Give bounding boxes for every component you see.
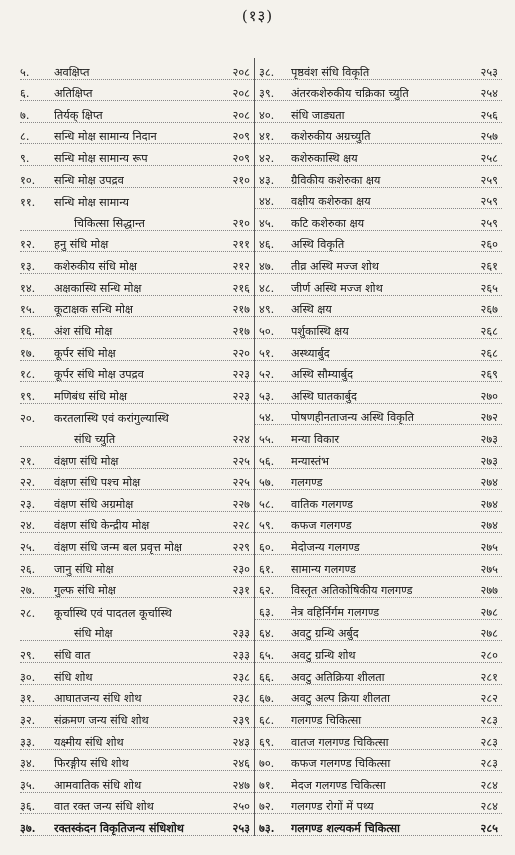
- entry-page-number: २५६: [480, 108, 498, 122]
- entry-page-number: २५७: [480, 130, 498, 144]
- contents-entry: [255, 555, 502, 577]
- entry-title: अवटु ग्रन्थि अर्बुद: [291, 627, 359, 641]
- contents-entry: [20, 361, 254, 383]
- entry-page-number: २८५: [480, 820, 498, 835]
- contents-entry: [255, 685, 502, 707]
- contents-entry: [20, 425, 254, 447]
- entry-number: २४.: [20, 519, 36, 533]
- entry-page-number: २५९: [480, 173, 498, 187]
- contents-entry: [255, 512, 502, 534]
- contents-entry: [20, 685, 254, 707]
- entry-page-number: २८१: [480, 670, 498, 684]
- contents-entry: [20, 404, 254, 426]
- contents-entry: [255, 750, 502, 772]
- contents-entry: [255, 620, 502, 642]
- entry-title: अवटु अल्प क्रिया शीलता: [291, 692, 391, 706]
- entry-number: १४.: [20, 281, 36, 295]
- entry-page-number: २८३: [480, 757, 498, 771]
- contents-entry: [20, 339, 254, 361]
- entry-number: १६.: [20, 324, 36, 338]
- entry-title: संधि मोक्ष: [74, 627, 113, 641]
- entry-number: ५०.: [259, 324, 275, 338]
- entry-page-number: २१७: [232, 303, 250, 317]
- contents-entry: [255, 80, 502, 102]
- entry-title: अंश संधि मोक्ष: [54, 324, 113, 338]
- entry-page-number: २७४: [480, 497, 498, 511]
- entry-title: वंक्षण संधि केन्द्रीय मोक्ष: [54, 519, 150, 533]
- entry-number: १०.: [20, 173, 36, 187]
- contents-entry: [255, 425, 502, 447]
- entry-title: मेदोजन्य गलगण्ड: [291, 541, 360, 555]
- entry-title: सन्धि मोक्ष सामान्य: [54, 196, 129, 210]
- entry-number: ६८.: [259, 713, 275, 727]
- entry-number: ५.: [20, 65, 30, 79]
- contents-entry: [255, 101, 502, 123]
- entry-number: ४५.: [259, 216, 275, 230]
- entry-number: ५९.: [259, 519, 275, 533]
- entry-title: वंक्षण संधि अग्रमोक्ष: [54, 497, 134, 511]
- entry-title: अतिक्षिप्त: [54, 87, 93, 101]
- entry-number: २९.: [20, 649, 36, 663]
- entry-number: ५५.: [259, 432, 275, 446]
- entry-title: अस्थि क्षय: [291, 303, 332, 317]
- entry-page-number: २८४: [480, 800, 498, 814]
- entry-title: अस्थ्यार्बुद: [291, 346, 330, 360]
- entry-page-number: २७८: [480, 605, 498, 619]
- entry-title: वातिक गलगण्ड: [291, 497, 354, 511]
- entry-title: तीव्र अस्थि मज्ज शोथ: [291, 260, 379, 274]
- entry-page-number: २५४: [480, 87, 498, 101]
- contents-table: [20, 58, 502, 836]
- entry-number: ५१.: [259, 346, 275, 360]
- entry-number: २५.: [20, 541, 36, 555]
- entry-page-number: २७०: [480, 389, 498, 403]
- entry-number: १९.: [20, 389, 36, 403]
- entry-title: मन्या विकार: [291, 432, 340, 446]
- entry-number: २०.: [20, 412, 36, 426]
- entry-title: अवटु अतिक्रिया शीलता: [291, 670, 385, 684]
- entry-title: कफज गलगण्ड: [291, 519, 352, 533]
- entry-page-number: २८३: [480, 713, 498, 727]
- entry-title: करतलास्थि एवं करांगुल्यास्थि: [54, 412, 169, 426]
- entry-number: ३६.: [20, 800, 36, 814]
- entry-title: कफज गलगण्ड चिकित्सा: [291, 757, 391, 771]
- contents-entry: [255, 317, 502, 339]
- entry-page-number: २३८: [232, 692, 250, 706]
- entry-title: ग्रैविकीय कशेरुका क्षय: [291, 173, 381, 187]
- contents-entry: [20, 577, 254, 599]
- contents-entry: [255, 598, 502, 620]
- entry-title: संधि च्युति: [74, 432, 116, 446]
- entry-page-number: २३८: [232, 670, 250, 684]
- entry-title: तिर्यक् क्षिप्त: [54, 108, 103, 122]
- entry-page-number: २२४: [232, 432, 250, 446]
- contents-entry: [20, 317, 254, 339]
- entry-number: ६९.: [259, 735, 275, 749]
- entry-number: ४९.: [259, 303, 275, 317]
- contents-entry: [20, 123, 254, 145]
- entry-number: ५६.: [259, 454, 275, 468]
- entry-number: ४६.: [259, 238, 275, 252]
- entry-title: संधि जाड्यता: [291, 108, 345, 122]
- contents-entry: [255, 490, 502, 512]
- entry-number: ६३.: [259, 605, 275, 619]
- entry-title: आघातजन्य संधि शोथ: [54, 692, 142, 706]
- entry-title: गलगण्ड रोगों में पथ्य: [291, 800, 374, 814]
- entry-title: कटि कशेरुका क्षय: [291, 216, 365, 230]
- entry-page-number: २६८: [480, 324, 498, 338]
- entry-number: ४३.: [259, 173, 275, 187]
- contents-entry: [20, 469, 254, 491]
- entry-number: ३३.: [20, 735, 36, 749]
- entry-title: कूर्चास्थि एवं पादतल कूर्चास्थि: [54, 606, 172, 620]
- entry-number: २३.: [20, 497, 36, 511]
- contents-entry: [255, 577, 502, 599]
- entry-number: ६६.: [259, 670, 275, 684]
- entry-page-number: २७७: [480, 584, 498, 598]
- entry-number: ६७.: [259, 692, 275, 706]
- entry-number: ३२.: [20, 713, 36, 727]
- entry-number: ९.: [20, 152, 30, 166]
- entry-page-number: २३३: [232, 627, 250, 641]
- entry-title: अवक्षिप्त: [54, 65, 90, 79]
- entry-title: फिरङ्गीय संधि शोथ: [54, 757, 129, 771]
- entry-page-number: २४६: [232, 757, 250, 771]
- entry-page-number: २८३: [480, 735, 498, 749]
- entry-title: पर्शुकास्थि क्षय: [291, 324, 349, 338]
- entry-title: मन्यास्तंभ: [291, 454, 329, 468]
- contents-entry: [255, 814, 502, 836]
- contents-entry: [255, 252, 502, 274]
- entry-title: विस्तृत अतिकोषिकीय गलगण्ड: [291, 584, 413, 598]
- entry-page-number: २२३: [232, 389, 250, 403]
- entry-title: वक्षीय कशेरुका क्षय: [291, 195, 371, 209]
- entry-title: कशेरुकीय अग्रच्युति: [291, 130, 371, 144]
- entry-title: वंक्षण संधि जन्म बल प्रवृत्त मोक्ष: [54, 541, 182, 555]
- contents-entry: [255, 771, 502, 793]
- contents-entry: [20, 188, 254, 210]
- entry-title: गलगण्ड चिकित्सा: [291, 713, 362, 727]
- entry-page-number: २४७: [232, 778, 250, 792]
- contents-entry: [255, 728, 502, 750]
- entry-number: ५३.: [259, 389, 275, 403]
- entry-title: संधि शोथ: [54, 670, 93, 684]
- entry-number: ३५.: [20, 778, 36, 792]
- entry-number: ६४.: [259, 627, 275, 641]
- entry-number: १८.: [20, 368, 36, 382]
- entry-number: ७१.: [259, 778, 275, 792]
- contents-entry: [255, 404, 502, 426]
- contents-entry: [20, 663, 254, 685]
- entry-page-number: २१७: [232, 324, 250, 338]
- entry-title: अक्षकास्थि सन्धि मोक्ष: [54, 281, 142, 295]
- contents-entry: [20, 793, 254, 815]
- entry-title: आमवातिक संधि शोथ: [54, 778, 142, 792]
- entry-page-number: २७३: [480, 454, 498, 468]
- entry-title: मेदज गलगण्ड चिकित्सा: [291, 778, 386, 792]
- entry-page-number: २७३: [480, 432, 498, 446]
- entry-title: सन्धि मोक्ष उपद्रव: [54, 173, 124, 187]
- entry-title: कूर्पर संधि मोक्ष: [54, 346, 116, 360]
- entry-number: ५७.: [259, 476, 275, 490]
- contents-entry: [255, 123, 502, 145]
- entry-number: ३७.: [20, 820, 36, 835]
- entry-number: ८.: [20, 130, 30, 144]
- contents-entry: [20, 296, 254, 318]
- contents-entry: [255, 339, 502, 361]
- entry-title: गुल्फ संधि मोक्ष: [54, 584, 116, 598]
- entry-number: ४४.: [259, 195, 275, 209]
- contents-entry: [20, 814, 254, 836]
- contents-entry: [20, 80, 254, 102]
- contents-entry: [20, 620, 254, 642]
- contents-entry: [255, 274, 502, 296]
- entry-page-number: २१२: [232, 260, 250, 274]
- contents-entry: [20, 231, 254, 253]
- entry-page-number: २१०: [232, 173, 250, 187]
- contents-entry: [20, 58, 254, 80]
- entry-title: जानु संधि मोक्ष: [54, 562, 114, 576]
- entry-title: कूर्पर संधि मोक्ष उपद्रव: [54, 368, 144, 382]
- entry-title: कशेरुकास्थि क्षय: [291, 152, 358, 166]
- entry-page-number: २११: [232, 238, 250, 252]
- entry-page-number: २१६: [232, 281, 250, 295]
- entry-title: जीर्ण अस्थि मज्ज शोथ: [291, 281, 383, 295]
- entry-number: १७.: [20, 346, 36, 360]
- contents-entry: [255, 447, 502, 469]
- contents-entry: [255, 641, 502, 663]
- entry-title: गलगण्ड: [291, 476, 323, 490]
- contents-entry: [20, 598, 254, 620]
- entry-page-number: २५३: [480, 65, 498, 79]
- entry-number: ६.: [20, 87, 30, 101]
- contents-entry: [255, 144, 502, 166]
- entry-number: २७.: [20, 584, 36, 598]
- entry-page-number: २५९: [480, 195, 498, 209]
- contents-entry: [255, 706, 502, 728]
- entry-number: ७.: [20, 108, 30, 122]
- entry-page-number: २०८: [232, 108, 250, 122]
- contents-entry: [20, 771, 254, 793]
- entry-number: ७३.: [259, 820, 275, 835]
- entry-page-number: २२९: [232, 541, 250, 555]
- entry-page-number: २८२: [480, 692, 498, 706]
- contents-entry: [20, 101, 254, 123]
- entry-page-number: २६७: [480, 303, 498, 317]
- entry-title: सन्धि मोक्ष सामान्य निदान: [54, 130, 157, 144]
- entry-page-number: २२३: [232, 368, 250, 382]
- contents-column-left: [20, 58, 255, 836]
- entry-number: २१.: [20, 454, 36, 468]
- entry-page-number: २८४: [480, 778, 498, 792]
- entry-title: अंतरकशेरुकीय चक्रिका च्युति: [291, 87, 409, 101]
- contents-entry: [255, 231, 502, 253]
- entry-number: ७०.: [259, 757, 275, 771]
- entry-page-number: २६०: [480, 238, 498, 252]
- entry-title: पृष्ठवंश संधि विकृति: [291, 65, 370, 79]
- contents-entry: [20, 750, 254, 772]
- entry-number: ४१.: [259, 130, 275, 144]
- contents-entry: [20, 209, 254, 231]
- entry-page-number: २३०: [232, 562, 250, 576]
- contents-column-right: [255, 58, 502, 836]
- entry-title: अवटु ग्रन्थि शोथ: [291, 649, 356, 663]
- entry-title: सन्धि मोक्ष सामान्य रूप: [54, 152, 148, 166]
- entry-page-number: २५८: [480, 152, 498, 166]
- contents-entry: [20, 533, 254, 555]
- contents-entry: [255, 469, 502, 491]
- entry-title: अस्थि विकृति: [291, 238, 345, 252]
- entry-title: वंक्षण संधि मोक्ष: [54, 454, 119, 468]
- entry-number: ६५.: [259, 649, 275, 663]
- entry-page-number: २०८: [232, 65, 250, 79]
- entry-page-number: २७५: [480, 562, 498, 576]
- contents-entry: [20, 166, 254, 188]
- entry-page-number: २२०: [232, 346, 250, 360]
- entry-title: मणिबंध संधि मोक्ष: [54, 389, 128, 403]
- entry-title: वातज गलगण्ड चिकित्सा: [291, 735, 389, 749]
- entry-page-number: २५९: [480, 216, 498, 230]
- contents-entry: [255, 58, 502, 80]
- entry-number: ५२.: [259, 368, 275, 382]
- entry-page-number: २५०: [232, 800, 250, 814]
- entry-title: कूटाक्षक सन्धि मोक्ष: [54, 303, 133, 317]
- entry-title: वंक्षण संधि पश्च मोक्ष: [54, 476, 141, 490]
- entry-page-number: २७५: [480, 541, 498, 555]
- contents-entry: [255, 166, 502, 188]
- contents-entry: [20, 728, 254, 750]
- entry-title: रक्तस्कंदन विकृतिजन्य संधिशोथ: [54, 821, 184, 835]
- contents-entry: [255, 296, 502, 318]
- entry-number: ४७.: [259, 260, 275, 274]
- contents-entry: [20, 490, 254, 512]
- entry-number: ३०.: [20, 670, 36, 684]
- entry-page-number: २७८: [480, 627, 498, 641]
- entry-page-number: २३९: [232, 713, 250, 727]
- entry-page-number: २०९: [232, 130, 250, 144]
- entry-page-number: २४३: [232, 735, 250, 749]
- entry-title: गलगण्ड शल्यकर्म चिकित्सा: [291, 821, 400, 835]
- entry-number: २२.: [20, 476, 36, 490]
- contents-entry: [20, 555, 254, 577]
- entry-number: ३४.: [20, 757, 36, 771]
- entry-number: ४२.: [259, 152, 275, 166]
- entry-title: चिकित्सा सिद्धान्त: [74, 216, 145, 230]
- entry-number: ३१.: [20, 692, 36, 706]
- entry-page-number: २७४: [480, 476, 498, 490]
- entry-number: ६१.: [259, 562, 275, 576]
- entry-number: ११.: [20, 196, 36, 210]
- entry-page-number: २७४: [480, 519, 498, 533]
- entry-page-number: २२५: [232, 454, 250, 468]
- entry-number: १२.: [20, 238, 36, 252]
- entry-number: ३९.: [259, 87, 275, 101]
- entry-number: ४०.: [259, 108, 275, 122]
- contents-entry: [255, 188, 502, 210]
- entry-page-number: २१०: [232, 216, 250, 230]
- entry-page-number: २६५: [480, 281, 498, 295]
- entry-page-number: २०८: [232, 87, 250, 101]
- contents-entry: [20, 512, 254, 534]
- entry-page-number: २०९: [232, 152, 250, 166]
- entry-number: ५४.: [259, 411, 275, 425]
- entry-number: ३८.: [259, 65, 275, 79]
- entry-page-number: २२८: [232, 519, 250, 533]
- entry-number: २६.: [20, 562, 36, 576]
- entry-title: संक्रमण जन्य संधि शोथ: [54, 713, 149, 727]
- contents-entry: [255, 533, 502, 555]
- entry-title: हनु संधि मोक्ष: [54, 238, 109, 252]
- entry-page-number: २३३: [232, 649, 250, 663]
- entry-page-number: २२७: [232, 497, 250, 511]
- entry-number: ५८.: [259, 497, 275, 511]
- contents-entry: [255, 663, 502, 685]
- contents-entry: [255, 209, 502, 231]
- entry-title: सामान्य गलगण्ड: [291, 562, 356, 576]
- entry-title: अस्थि घातकार्बुद: [291, 389, 357, 403]
- entry-title: अस्थि सौम्यार्बुद: [291, 368, 354, 382]
- contents-entry: [20, 447, 254, 469]
- entry-title: कशेरुकीय संधि मोक्ष: [54, 260, 137, 274]
- contents-entry: [255, 382, 502, 404]
- entry-number: ६२.: [259, 584, 275, 598]
- entry-page-number: २७२: [480, 411, 498, 425]
- contents-entry: [20, 706, 254, 728]
- entry-page-number: २६१: [480, 260, 498, 274]
- entry-number: ७२.: [259, 800, 275, 814]
- entry-title: नेत्र वहिर्निर्गम गलगण्ड: [291, 605, 380, 619]
- contents-entry: [255, 361, 502, 383]
- contents-entry: [20, 382, 254, 404]
- entry-number: ४८.: [259, 281, 275, 295]
- contents-entry: [20, 274, 254, 296]
- entry-page-number: २८०: [480, 649, 498, 663]
- entry-title: संधि वात: [54, 649, 91, 663]
- entry-title: यक्ष्मीय संधि शोथ: [54, 735, 124, 749]
- entry-page-number: २५३: [232, 820, 250, 835]
- entry-number: २८.: [20, 606, 36, 620]
- entry-title: वात रक्त जन्य संधि शोथ: [54, 800, 154, 814]
- entry-number: १५.: [20, 303, 36, 317]
- entry-page-number: २६९: [480, 368, 498, 382]
- contents-entry: [20, 252, 254, 274]
- page-number: (१३): [241, 7, 274, 25]
- entry-page-number: २६८: [480, 346, 498, 360]
- contents-entry: [20, 641, 254, 663]
- entry-page-number: २३१: [232, 584, 250, 598]
- entry-page-number: २२५: [232, 476, 250, 490]
- entry-title: पोषणहीनताजन्य अस्थि विकृति: [291, 411, 415, 425]
- entry-number: ६०.: [259, 541, 275, 555]
- entry-number: १३.: [20, 260, 36, 274]
- contents-entry: [255, 793, 502, 815]
- contents-entry: [20, 144, 254, 166]
